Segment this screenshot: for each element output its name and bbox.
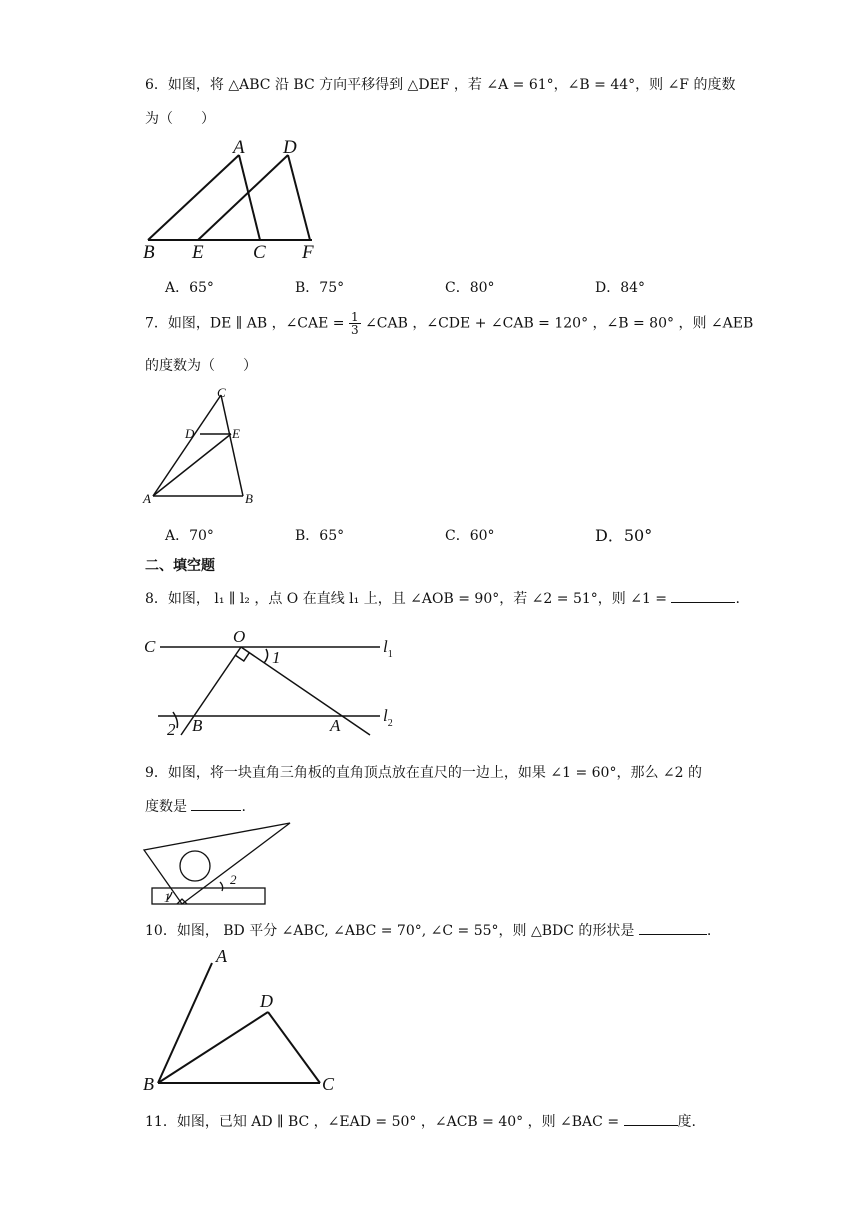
q10-label-a: A [216, 946, 227, 966]
q11-answer-blank[interactable] [624, 1113, 678, 1126]
q11-stem [145, 1111, 696, 1131]
q9-label-angle1: 1 [164, 890, 171, 905]
q9-stem-end: . [241, 799, 246, 815]
q7-label-a: A [143, 491, 151, 506]
q9-label-angle2: 2 [230, 872, 237, 887]
q8-label-angle2: 2 [167, 720, 176, 739]
q7-option-d[interactable]: D．50° [595, 526, 653, 545]
q6-option-b[interactable]: B．75° [295, 280, 345, 296]
q6-label-c: C [253, 242, 266, 263]
q6-label-b: B [143, 242, 155, 263]
q8-label-l1: $l_1$ [383, 637, 393, 660]
q9-stem-line1: 9．如图，将一块直角三角板的直角顶点放在直尺的一边上，如果 ∠1 = 60°，那么 ∠2 的 [145, 765, 702, 781]
q11-stem-text: 11．如图，已知 AD ∥ BC ，∠EAD = 50° ，∠ACB = 40° ，则 ∠BAC = [145, 1114, 620, 1130]
q7-stem-line1 [145, 311, 753, 336]
q10-label-c: C [322, 1074, 335, 1094]
q10-stem-end: . [706, 923, 712, 939]
q6-option-d[interactable]: D．84° [595, 280, 646, 296]
q7-label-b: B [245, 491, 253, 506]
q7-label-c: C [217, 385, 226, 400]
q7-option-a[interactable]: A．70° [165, 528, 214, 544]
q9-stem-text: 度数是 [145, 799, 187, 815]
q8-figure [140, 625, 420, 745]
q6-stem-line2: 为（ ） [145, 111, 215, 127]
q10-label-d: D [260, 991, 273, 1011]
q7-fraction [349, 311, 361, 336]
q10-stem [145, 920, 711, 940]
q10-label-b: B [143, 1074, 154, 1094]
q6-figure [140, 135, 340, 265]
q8-label-c: C [144, 637, 156, 656]
q8-label-o: O [233, 627, 246, 646]
q10-answer-blank[interactable] [639, 922, 707, 935]
q6-stem-line1: 6．如图，将 △ABC 沿 BC 方向平移得到 △DEF ，若 ∠A = 61°，∠B = 44°，则 ∠F 的度数 [145, 77, 736, 93]
q9-stem-line2 [145, 796, 246, 816]
q8-stem-end: . [735, 591, 740, 607]
q8-label-a: A [330, 716, 341, 735]
q7-fraction-denominator: 3 [350, 323, 359, 337]
q11-stem-end: 度. [677, 1114, 696, 1130]
q6-label-a: A [233, 137, 245, 158]
section-title-fill-in: 二、填空题 [145, 558, 215, 574]
q7-stem-line2: 的度数为（ ） [145, 358, 257, 374]
q6-label-d: D [283, 137, 297, 158]
q6-label-e: E [192, 242, 204, 263]
q6-option-a[interactable]: A．65° [165, 280, 214, 296]
q8-stem-text: 8．如图， l₁ ∥ l₂ ，点 O 在直线 l₁ 上，且 ∠AOB = 90°，若 ∠2 = 51°，则 ∠1 = [145, 591, 668, 607]
q7-option-c[interactable]: C．60° [445, 528, 495, 544]
q9-figure [140, 820, 280, 910]
q6-label-f: F [302, 242, 314, 263]
q7-stem-pre: 7．如图，DE ∥ AB ，∠CAE = [145, 315, 345, 332]
q7-label-d: D [185, 426, 195, 441]
q8-label-l2: $l_2$ [383, 706, 393, 729]
q8-label-angle1: 1 [272, 648, 281, 667]
q8-label-b: B [192, 716, 203, 735]
q10-stem-text: 10．如图， BD 平分 ∠ABC, ∠ABC = 70°, ∠C = 55°，则 △BDC 的形状是 [145, 923, 635, 939]
q7-fraction-numerator: 1 [350, 310, 359, 324]
q7-figure [140, 385, 270, 510]
q8-answer-blank[interactable] [671, 590, 735, 603]
q8-stem [145, 588, 740, 608]
q7-stem-post: ∠CAB ，∠CDE + ∠CAB = 120° ，∠B = 80° ，则 ∠AEB [365, 315, 754, 332]
q7-label-e: E [232, 426, 240, 441]
q9-answer-blank[interactable] [191, 798, 241, 811]
q7-option-b[interactable]: B．65° [295, 528, 345, 544]
q10-figure [140, 945, 350, 1095]
q6-option-c[interactable]: C．80° [445, 280, 495, 296]
